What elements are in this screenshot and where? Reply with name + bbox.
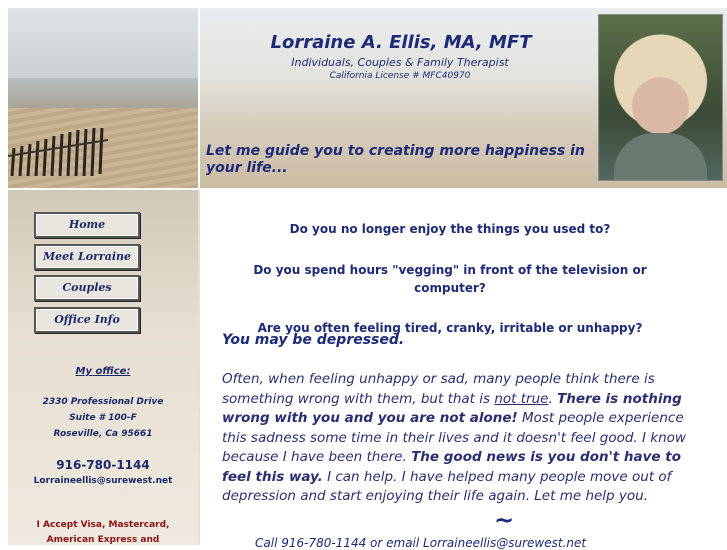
sidebar-divider bbox=[198, 190, 200, 545]
nav-home-button[interactable]: Home bbox=[34, 212, 140, 238]
beach-fence-photo bbox=[8, 8, 198, 188]
para-text-2: . bbox=[548, 390, 558, 407]
office-city: Roseville, Ca 95661 bbox=[53, 429, 153, 439]
depressed-heading: You may be depressed. bbox=[222, 332, 405, 348]
office-email[interactable]: Lorraineellis@surewest.net bbox=[33, 476, 173, 486]
office-street: 2330 Professional Drive bbox=[42, 397, 164, 407]
not-true-text: not true bbox=[494, 390, 549, 407]
para-text-1: Often, when feeling unhappy or sad, many people think there is something wrong with them, but that is bbox=[222, 371, 655, 407]
portrait-shirt bbox=[614, 133, 707, 180]
para-text-4: I can help. I have helped many people move out of depression and start enjoying their life again. Let me help you. bbox=[222, 468, 672, 504]
page-subtitle: Individuals, Couples & Family Therapist bbox=[291, 56, 509, 69]
tilde-divider: ~ bbox=[494, 506, 515, 534]
page-title: Lorraine A. Ellis, MA, MFT bbox=[270, 32, 532, 53]
para-bold-2: The good news is you don't have to feel this way. bbox=[222, 449, 681, 485]
tagline-line2: your life... bbox=[206, 160, 288, 176]
para-text-3: Most people experience this sadness some time in their lives and it doesn't feel good. I know because I have been there. bbox=[222, 410, 686, 465]
sea-strip bbox=[8, 78, 198, 108]
nav-office-info-button[interactable]: Office Info bbox=[34, 307, 140, 333]
tagline-line1: Let me guide you to creating more happiness in bbox=[206, 143, 585, 159]
therapist-portrait bbox=[598, 14, 723, 181]
nav-couples-button[interactable]: Couples bbox=[34, 275, 140, 301]
payment-info bbox=[8, 518, 198, 548]
office-suite: Suite # 100-F bbox=[69, 413, 137, 423]
payment-line1: I Accept Visa, Mastercard, bbox=[36, 520, 170, 530]
nav-meet-lorraine-button[interactable]: Meet Lorraine bbox=[34, 244, 140, 270]
fence-graphic bbox=[8, 126, 118, 176]
office-phone: 916-780-1144 bbox=[56, 458, 150, 472]
question-2: Do you spend hours "vegging" in front of the television or computer? bbox=[253, 263, 647, 295]
contact-line: Call 916-780-1144 or email Lorraineellis@surewest.net bbox=[255, 536, 587, 550]
question-1: Do you no longer enjoy the things you used to? bbox=[289, 222, 611, 236]
para-bold-1: There is nothing wrong with you and you are not alone! bbox=[222, 390, 682, 426]
question-3: Are you often feeling tired, cranky, irritable or unhappy? bbox=[257, 321, 643, 335]
main-paragraph bbox=[222, 370, 702, 507]
office-label[interactable]: My office: bbox=[75, 366, 131, 377]
header-separator bbox=[198, 8, 200, 188]
license-text: California License # MFC40970 bbox=[329, 71, 471, 81]
payment-line2: American Express and bbox=[46, 535, 160, 545]
tagline bbox=[206, 143, 586, 177]
top-margin bbox=[0, 0, 727, 8]
